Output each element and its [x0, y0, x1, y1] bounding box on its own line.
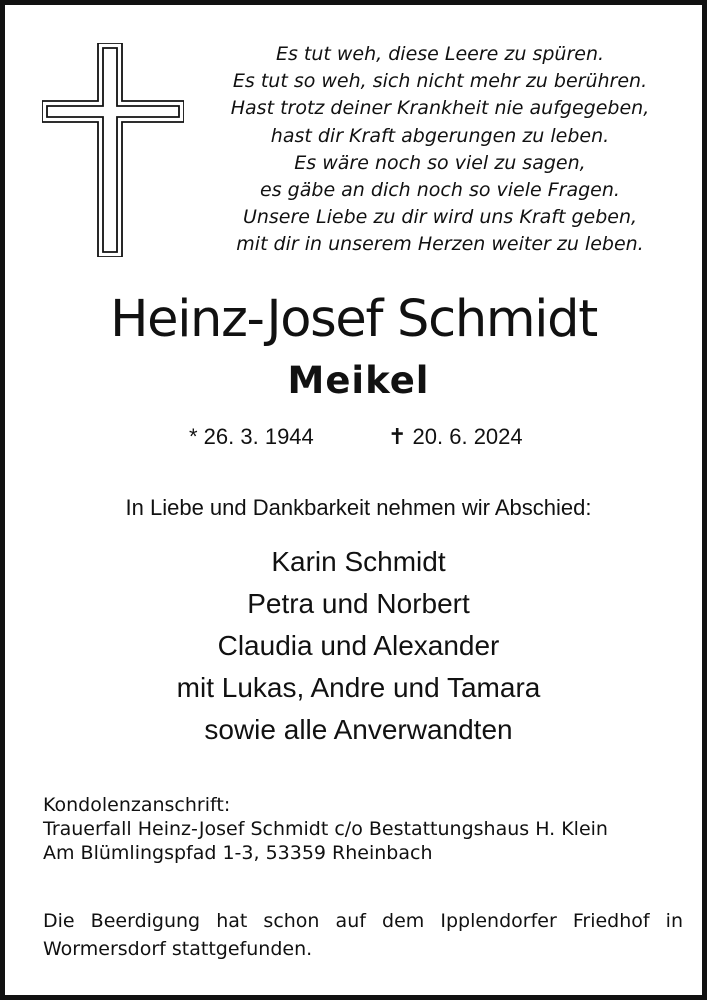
- funeral-note: Die Beerdigung hat schon auf dem Ipplendorfer Friedhof in Wormersdorf stattgefunden.: [43, 910, 683, 960]
- poem-line: Hast trotz deiner Krankheit nie aufgegeben,: [230, 97, 650, 120]
- farewell-intro: In Liebe und Dankbarkeit nehmen wir Abschied:: [125, 495, 592, 520]
- poem-line: Es tut so weh, sich nicht mehr zu berühren.: [232, 70, 648, 93]
- poem: [195, 41, 685, 259]
- poem-line: Es tut weh, diese Leere zu spüren.: [275, 43, 605, 65]
- poem-line: es gäbe an dich noch so viele Fragen.: [260, 179, 620, 202]
- condolence-line: Trauerfall Heinz-Josef Schmidt c/o Bestattungshaus H. Klein: [43, 818, 608, 840]
- condolence-label: Kondolenzanschrift:: [43, 794, 231, 816]
- mourner-line: Karin Schmidt: [271, 546, 446, 577]
- death-date: ✝ 20. 6. 2024: [388, 424, 523, 449]
- mourner-line: Petra und Norbert: [247, 588, 470, 619]
- mourners-list: [5, 541, 707, 751]
- mourner-line: mit Lukas, Andre und Tamara: [176, 672, 541, 703]
- deceased-nickname: Meikel: [287, 359, 430, 402]
- condolence-line: Am Blümlingspfad 1-3, 53359 Rheinbach: [43, 842, 433, 864]
- poem-line: hast dir Kraft abgerungen zu leben.: [270, 124, 610, 147]
- mourner-line: sowie alle Anverwandten: [204, 714, 513, 745]
- poem-line: Es wäre noch so viel zu sagen,: [294, 151, 586, 174]
- poem-line: Unsere Liebe zu dir wird uns Kraft geben,: [242, 206, 638, 229]
- condolence-address: [43, 793, 683, 865]
- poem-line: mit dir in unserem Herzen weiter zu leben.: [236, 233, 644, 256]
- cross-icon: [42, 43, 184, 257]
- birth-date: * 26. 3. 1944: [189, 424, 314, 449]
- mourner-line: Claudia und Alexander: [217, 630, 500, 661]
- deceased-name: Heinz-Josef Schmidt: [110, 290, 597, 349]
